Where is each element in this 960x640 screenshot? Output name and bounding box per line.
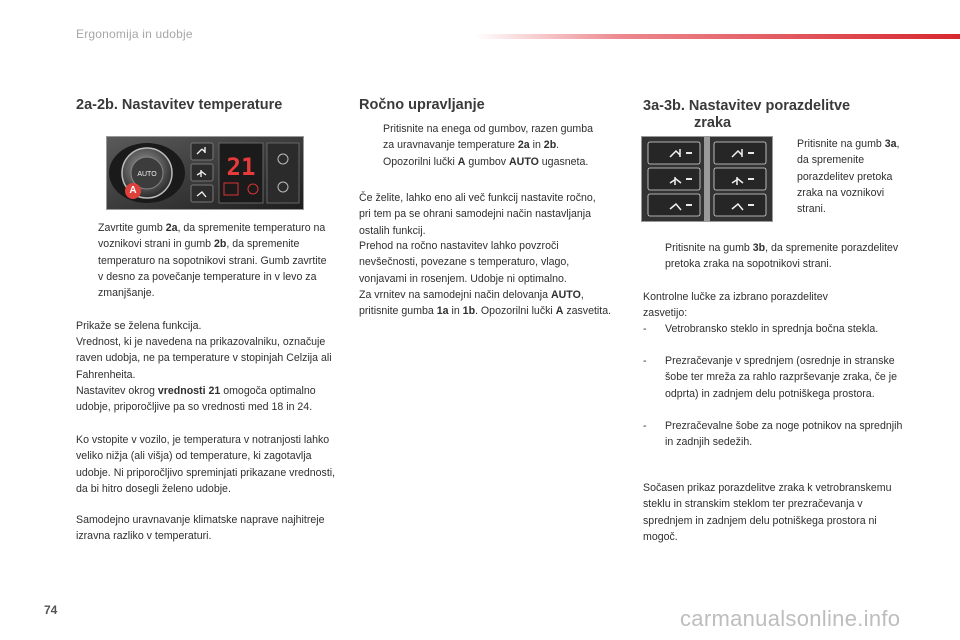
page-number: 74 <box>44 603 58 617</box>
temp-paragraph-3: Nastavitev okrog vrednosti 21 omogoča optimalno udobje, priporočljive pa so vrednosti med 18 in 24. <box>76 385 316 414</box>
section-title-manual: Ročno upravljanje <box>359 97 485 113</box>
temp-paragraph-4: Ko vstopite v vozilo, je temperatura v notranjosti lahko veliko nižja (ali višja) od temperature, ki zagotavlja udobje. Ni priporočljivo spreminjati prikazane vrednosti, da bi hitro dosegli želeno udobje. <box>76 434 336 495</box>
manual-paragraph-2: Prehod na ročno nastavitev lahko povzroči nevšečnosti, povezane s temperaturo, vlago, vonjavami in rosenjem. Udobje ni optimalno. <box>359 240 570 285</box>
manual-paragraph-1: Če želite, lahko eno ali več funkcij nastavite ročno, pri tem pa se ohrani samodejni način nastavljanja ostalih funkcij. <box>359 192 596 237</box>
temp-paragraph-5: Samodejno uravnavanje klimatske naprave najhitreje izravna razliko v temperaturi. <box>76 514 325 543</box>
distribution-buttons-illustration <box>642 137 772 221</box>
header-accent-bar <box>475 34 960 39</box>
distribution-intro: Kontrolne lučke za izbrano porazdelitev zasvetijo: <box>643 291 828 320</box>
distribution-note: Sočasen prikaz porazdelitve zraka k vetrobranskemu steklu in stranskim steklom ter prezračevanja v sprednjem in zadnjem delu potniškega prostora ni mogoč. <box>643 482 892 543</box>
bullet-passenger-distribution: Pritisnite na gumb 3b, da spremenite porazdelitev pretoka zraka na sopotnikovi strani. <box>665 242 899 271</box>
distribution-item-1: - Vetrobransko steklo in sprednja bočna stekla. <box>643 323 879 335</box>
section-title-distribution-line2: zraka <box>694 115 732 131</box>
watermark-text: carmanualsonline.info <box>680 606 901 631</box>
auto-knob-label: AUTO <box>137 171 157 178</box>
bullet-temperature-knob: Zavrtite gumb 2a, da spremenite temperaturo na voznikovi strani in gumb 2b, da spremenite temperaturo na sopotnikovi strani. Gumb zavrtite v desno za povečanje temperature in v levo za zmanjšanje. <box>98 222 327 300</box>
air-distribution-photo <box>641 136 773 222</box>
temp-paragraph-1: Prikaže se želena funkcija. <box>76 320 202 332</box>
temp-paragraph-2: Vrednost, ki je navedena na prikazovalniku, označuje raven udobja, ne pa temperature v stopinjah Celzija ali Fahrenheita. <box>76 336 332 381</box>
distribution-item-2: - Prezračevanje v sprednjem (osrednje in stranske šobe ter mreža za rahlo razprševanje zraka, če je odprta) in zadnjem delu potniškega prostora. <box>643 355 897 400</box>
section-title-distribution: 3a-3b. Nastavitev porazdelitve <box>643 98 851 114</box>
bullet-driver-distribution: Pritisnite na gumb 3a, da spremenite porazdelitev pretoka zraka na voznikovi strani. <box>797 138 900 216</box>
section-header: Ergonomija in udobje <box>76 27 193 41</box>
distribution-item-3: - Prezračevalne šobe za noge potnikov na sprednjih in zadnjih sedežih. <box>643 420 903 449</box>
bullet-manual-button: Pritisnite na enega od gumbov, razen gumba za uravnavanje temperature 2a in 2b. Opozorilni lučki A gumbov AUTO ugasneta. <box>383 123 594 168</box>
manual-paragraph-3: Za vrnitev na samodejni način delovanja AUTO, pritisnite gumba 1a in 1b. Opozorilni lučki A zasvetita. <box>359 289 612 318</box>
section-title-temperature: 2a-2b. Nastavitev temperature <box>76 97 283 113</box>
temperature-display-value: 21 <box>226 153 256 181</box>
temperature-control-photo <box>106 136 304 210</box>
callout-marker-a: A <box>125 183 141 199</box>
